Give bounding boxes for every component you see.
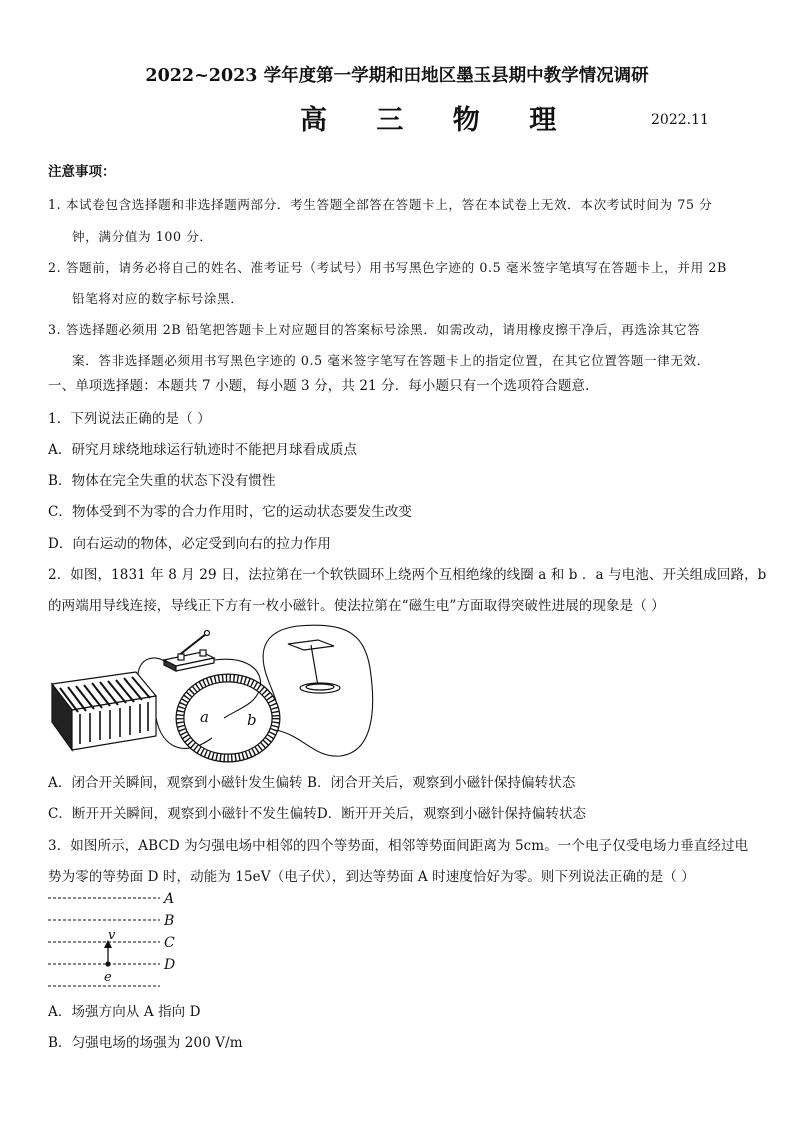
q1-option-b: B．物体在完全失重的状态下没有惯性 [48, 473, 276, 489]
wire-battery-switch [138, 658, 166, 674]
q1-option-c: C．物体受到不为零的合力作用时，它的运动状态要发生改变 [48, 504, 413, 520]
notice-item-1-cont: 钟，满分值为 100 分． [72, 229, 213, 244]
q2-options-ab: A．闭合开关瞬间，观察到小磁针发生偏转 B．闭合开关后，观察到小磁针保持偏转状态 [48, 775, 576, 791]
plane-a-label: A [164, 891, 175, 907]
section-heading: 一、单项选择题：本题共 7 小题，每小题 3 分，共 21 分．每小题只有一个选项符合题意． [48, 378, 599, 394]
q2-stem-line1: 2．如图，1831 年 8 月 29 日，法拉第在一个软铁圆环上绕两个互相绝缘的线圈 a 和 b ．a 与电池、开关组成回路，b [48, 567, 767, 583]
q3-stem-line2: 势为零的等势面 D 时，动能为 15eV（电子伏），到达等势面 A 时速度恰好为零。则下列说法正确的是（ ） [48, 869, 695, 885]
magnetic-needle-icon [288, 640, 340, 693]
battery-icon [52, 672, 156, 750]
subject-title: 高 三 物 理 [300, 105, 577, 136]
velocity-arrow-icon [104, 940, 112, 964]
notice-item-2-cont: 铅笔将对应的数字标号涂黑． [72, 291, 244, 306]
faraday-ring-diagram [44, 618, 384, 768]
q3-option-a: A．场强方向从 A 指向 D [48, 1004, 201, 1020]
q2-options-cd: C．断开开关瞬间，观察到小磁针不发生偏转D．断开开关后，观察到小磁针保持偏转状态 [48, 806, 587, 822]
equipotential-diagram [46, 888, 196, 988]
q1-stem: 1．下列说法正确的是（ ） [48, 411, 211, 427]
coil-a-label: a [200, 708, 209, 726]
notice-item-3-cont: 案．答非选择题必须用书写黑色字迹的 0.5 毫米签字笔写在答题卡上的指定位置，在其它位置答题一律无效． [72, 353, 710, 368]
switch-icon [164, 631, 214, 672]
plane-b-label: B [164, 913, 175, 929]
velocity-label: v [108, 928, 116, 943]
notice-item-1: 1. 本试卷包含选择题和非选择题两部分．考生答题全部答在答题卡上，答在本试卷上无效．本次考试时间为 75 分 [48, 197, 713, 212]
notice-item-3: 3. 答选择题必须用 2B 铅笔把答题卡上对应题目的答案标号涂黑．如需改动，请用橡皮擦干净后，再选涂其它答 [48, 322, 701, 337]
exam-date: 2022.11 [651, 112, 709, 128]
notice-heading: 注意事项： [48, 164, 116, 180]
q1-option-d: D．向右运动的物体，必定受到向右的拉力作用 [48, 536, 331, 552]
q3-stem-line1: 3．如图所示，ABCD 为匀强电场中相邻的四个等势面，相邻等势面间距离为 5cm。一个电子仅受电场力垂直经过电 [48, 838, 749, 854]
q3-option-b: B．匀强电场的场强为 200 V/m [48, 1035, 243, 1051]
notice-item-2: 2. 答题前，请务必将自己的姓名、准考证号（考试号）用书写黑色字迹的 0.5 毫米签字笔填写在答题卡上，并用 2B [48, 260, 727, 275]
plane-c-label: C [164, 935, 175, 951]
iron-ring-icon [180, 678, 276, 758]
electron-label: e [104, 970, 112, 985]
electron-icon [105, 961, 110, 966]
plane-d-label: D [164, 957, 176, 973]
coil-b-label: b [247, 711, 257, 729]
q1-option-a: A．研究月球绕地球运行轨迹时不能把月球看成质点 [48, 442, 358, 458]
q2-stem-line2: 的两端用导线连接，导线正下方有一枚小磁针。使法拉第在“磁生电”方面取得突破性进展的现象是（ ） [48, 598, 665, 614]
exam-title: 2022~2023 学年度第一学期和田地区墨玉县期中教学情况调研 [145, 66, 649, 86]
